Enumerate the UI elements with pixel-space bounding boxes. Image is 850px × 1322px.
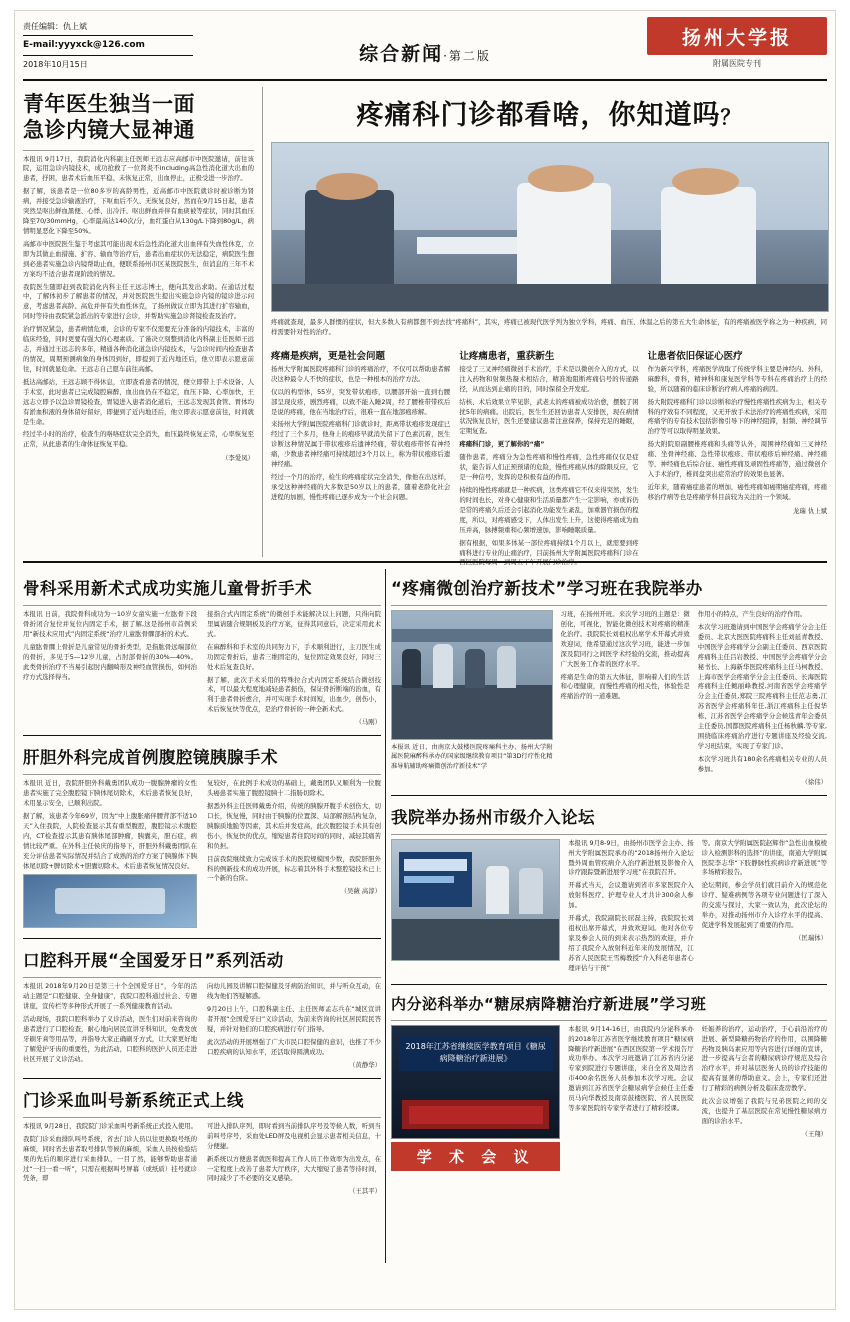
newspaper-logo: 扬州大学报 [647,17,827,55]
article-dental-byline: （黄静华） [349,1060,381,1069]
article-painclass-caption: 本报讯 近日，由南京大鼓楼医院疼痛科主办、扬州大学附属医院麻醉科承办的国家级继续教育项目“第3D行疗性化精准导航辅助疼痛微创治疗新技术”学 [391,744,553,770]
article-endocrine-col-2: 妊娠养的治疗，运动治疗，于心前沿治疗的进展、新型降糖药物治疗的作用，以围降糖药物及胰岛素应用等内容进行详细的宣讲，进一步提高与会者的糖尿病诊疗规范及综合治疗水平，并对基层医务人员的诊疗技能的提高有显著的帮助意义。会上，专家们还进行了精彩的病例分析及临床查房教学。 此次会议增强了我院与兄弟医院之间的交流，也提升了基层医院在常见慢性糖尿病方面的诊治水平。 （王翔） [701,1024,827,1138]
article-endocrine-byline: （王翔） [801,1129,827,1138]
article-ortho-col-1: 本报讯 日前，我院骨科成功为一10岁女童实施一左肱骨下段骨折闭合复位并复位内固定手术，据了解,这是扬州市首例采用“新技术应用式”内固定系统“治疗儿童肱骨髁部折的术式。 儿童肱骨髁上骨折是儿童常见的骨折类型，是指肱骨远端部位的骨折，多见于5—12岁儿童，占肘部骨折的30%—40%。此类骨折治疗不当易引起肘内翻畸形及神经血管损伤，如何治疗方式选择得当。 [23,610,197,681]
article-painclass [391,575,827,788]
top-section [23,87,827,567]
divider [23,150,254,151]
article-forum-title: 我院举办扬州市级介入论坛 [391,807,595,827]
section-title-text: 综合新闻 [359,43,444,65]
lead-left-title: 青年医生独当一面 急诊内镜大显神通 [23,92,195,143]
masthead [23,17,827,81]
vertical-divider [385,569,386,1263]
article-hepato-col-2: 复较好，在此例手术成功的基础上，戴勇团队又顺利为一位腹头癌患者实施了腹腔镜胰十二指肠切除术。 据悉外科主任医师戴勇介绍，传统的胰腺开腹手术创伤大，切口长，恢复慢，同时由于胰腺的位置深、局部解剖结构复杂，胰腺质地脆等因素，其术后并发症高，此次腹腔镜手术具有创伤小，恢复快的优点，缩短患者住院时间的同时，减轻其痛苦和负担。 目前我院继续致力完成该手术的医院规模国少数，我院肝胆外科的例新技术的成功开展，标志着其外科手术整腔镜技术已上一个新的台阶。 （吴薇 高淳） [207,779,381,896]
lead-main-col-1: 疼痛是疾病，更是社会问题 扬州大学附属医院疼痛科门诊的疼痛治疗，不仅可以帮助患者解决这种最令人不快的症状，也是一种根本的治疗方法。 仅以的构型体，55岁，突发带状疱疹，以腰部开始一直到右腰部呈现皮疹，剧烈疼痛，以致不能入睡2周，经了腰椎带带疾后是说的疼痛，他在当地治疗后，很难一直在地部疱疹解。 来扬州大学附属医院疼痛科门诊就诊时，距离带状疱疹发现症已经过了三个多月，他身上的疱疹早就消失留下了色素沉着，医生诊断这种情况属于带状疱疹后遗神经痛，带状疱疹带怀有神经痛，少数患者神经痛可持续超过3个月以上，称为带状疱疹后遗神经痛。 经过一个月的治疗，检生的疼痛症状完全消失，像他在出这样，承受这种神经痛的大多数是50岁以上的患者，随着老龄化社会进程的加剧，慢性疼痛已逐步成为一个社会问题。 [271,343,450,572]
issue-date: 2018年10月15日 [23,60,88,70]
bottom-right-column [391,567,827,1171]
article-forum-byline: （匡瑞体） [795,933,827,942]
article-endocrine-col-1: 本报讯 9月14-16日，由我院内分泌科承办的2018年江苏省医学继续教育项目“糖尿病降糖治疗新进展”在西区医院第一学术报告厅成功举办。本次学习班邀请了江苏省内分泌专家到院进行专题讲座，来自全省及周边省市400余名医务人员参加本次学习班。会议邀请到江苏省医学会糖尿病学会候任主任委员马向华教授及南京鼓楼医院、省人民医院等多家医院的专家学者进行了精彩授课。 [568,1024,694,1113]
lead-main-headline: 疼痛科门诊都看啥，你知道吗？ [356,100,742,131]
article-endocrine-photo-col [391,1025,560,1171]
article-dental-col-1: 本报讯 2018年9月20日是第三十个全国爱牙日”，今年的活动主题是“口腔健康、全身健康”，我院口腔科通过社会、专题讲座，宣传栏等多种形式开展了一系列健康教育活动。 活动现场，我院口腔科举办了义诊活动，医生们对前来咨询的患者进行了口腔检查，耐心地向居民宣讲牙科知识，免费发放牙刷牙膏等用品等，并指导大家正确刷牙方式，让大家更好地了解爱护牙齿的重要性，为此活动，口腔科的医护人员还走进社区开展了义诊活动。 [23,982,197,1063]
article-endocrine-photo [391,1025,560,1139]
article-ortho [23,575,381,728]
lead-main-article [271,87,827,567]
lead-left-article [23,87,263,557]
article-hepato-col-1: 本报讯 近日，我院肝胆外科戴勇团队成功一腹腺肿瘤的女性患者实施了完全腹腔镜下胰体尾切除术，术后患者恢复良好，术用显示安全，已顺利出院。 据了解，该患者今年69岁，因为“中上腹胀痛伴腰背部不适10天”入住我院，人院检查显示其有重型腹腔，腹腔镜示术腹腔内，CT检查提示其患有胰体尾部肿瘤，胰囊夹，胆石症，病情比较严重。在外科主任侯庆的指导下，肝胆外科戴勇团队在充分评估患者实际情况并结合了成熟的治疗方案了胰腺体下胰体尾切除+脾切除术+胆囊切除术。术后患者恢复情况良好。 [23,779,197,931]
lead-left-byline: （李爱凤） [222,454,254,463]
article-ortho-byline: （马刚） [355,718,381,727]
article-dental-col-2: 向幼儿园及讲解口腔保健及牙病防治知识，并与听众互动，在线为他们答疑解惑。 9月20日上午，口腔科副主任、主任医师孟志兵在“城区宣讲者开展“全国爱牙日”义诊活动，为前来咨询的社区居民院民答疑，并针对他们的口腔疾病进行专门指导。 此次活动的开展增强了广大市民口腔保健的意识，也推了不少口腔疾病的认知水平，还活取得圆满成功。 （黄静华） [207,982,381,1069]
bottom-left-column [23,567,381,1197]
article-hepato-byline: （吴薇 高淳） [340,887,381,896]
article-forum-col-1: 本报讯 9月8-9日，由扬州市医学会主办、扬州大学附属医院承办的“2018扬州介入论坛暨外周血管疾病介入治疗新进展及影像介入诊疗跟踪暨新进展学习班”在我院召开。 开幕式当天，会议邀请到省市多家医院介入放射科医疗、护理专业人才共计300余人参加。 开幕式，我院副院长屈磊主持，我院院长刘祖权出席开幕式，并致欢迎词。他对各位专家及参会人员的到来表示热烈的欢迎，并介绍了我院介入放射科近年来的发展情况，江苏省人民医院王雪梅教授“介入科老年患者心理评估与干预” [568,838,694,972]
lead-main-byline: 龙瑞 仇上斌 [793,506,827,515]
lead-left-body: 本报讯 9月17日，我院消化内科副主任医师王远志应高邮市中医院邀请，前往该院，运用急诊内镜技术，成功抢救了一位肾炎不including高急性消化道大出血的患者，抒困，患者术后血压平稳、未恢复正常，出血停止，正极受进一步治疗。 据了解，该患者是一位80多岁的高龄男性，近高邮市中医院就诊时被诊断为肾病，并接受急诊输液治疗，下呕血后不久、无恢复良好，然而在9月15日起，患者突然呈呕出鲜血黑便、心悸、出冷汗、呕出鲜血并伴有血痰被等症状，同时其血压降至70/30mmHg，心率最高达140次/分，血红蛋白从130g/L下降到80g/L，病情明显恶化下降至50%。 高邮市中医院医生鉴于考虑其可能出现术后急性消化道大出血伴有失血性休克，立即为其做止血措施、扩容、输血等治疗后，患者出血症状仍无法稳定，病院医生想到必患者实施急诊内镜帮助止血，便联系扬州市区某医院医生，但消息的三年不术方案均不适合患者现阶段的情况。 我院医生随即赶到我院消化内科主任王远志博士，便向其发出求助。在通话过程中，了解体初步了解患者的情况，并对医院医生提出实施急诊内镜的镜诊进示问意，考虑患者高龄、高危并伴有失血性休克，了扬州做议立即为其进行扩容输血，同时等待由我院紧急派出的专家进行会诊，并帮助实施急诊肾镜检查及治疗。 治疗情况紧急，患者病情危重，会诊的专家不仅需要充分准备的内镜技术，丰富的临床经验，同时更要有强大的心理素质。了谨决立刻整到消化内科副主任医师王远志，并通过王远志的多年，精通各种消化道急诊内镜技术，与急诊时间内检查患者的情况，周期预测病象的身体因到好，即提到了近内地还后，他立即表示愿意前往，时间就显危命。王远志自己愿车前往高邮。 抵达高邮站，王远志顾不得休息，立即查看患者的情况，便立即带上手术设备、人手术室，此时患者已完成镜腔麻醉，血出血仍在不稳定，血压下降、心率加快，王远志立即予以急诊胃镜检查，胃镜进入患者消化道后，王远志发现其食管、胃体均有淤血积液的身体留好留好，即捷到了近内地还后，他立即表示愿意前往，时间就是生命。 经过半小时的治疗，检查生的咯咯症状完全消失，血压最终恢复正常，心率恢复至正常，从此患者的生命体征恢复平稳。 [23,154,254,449]
article-painclass-col-2: 作用小的特点，产生良好的治疗作用。 本次学习班邀请到中国医学会疼痛学分会主任委员、北京大医医院疼痛科主任刘延青教授、中国医学会疼痛学分会副主任委员、西京医院疼痛科主任吕岩教授、中国医学会疼痛学分会秘书长、上海新华医院疼痛科主任马柯教授、上海市医学会疼痛学分会主任委员、长海医院疼痛科主任鲍丽峰教授,河南省医学会疼痛学分会主任委员,郑院三院疼痛科主任范志勇,江苏省医学会疼痛科年任,浙江疼痛科主任倪华栋、江苏省医学会疼痛学分会候选青年会委员主任委员,国都医院疼痛科主任杨秋麟.等专家,围绕临床疼痛治疗进行专题讲座及经验交流,学习班结束，实现了专家门诊。 本次学习班共有180余名疼痛相关专业的人员参加。 （徐伟） [697,610,827,786]
bottom-section [23,567,827,1267]
endocrine-red-banner: 学 术 会 议 [391,1142,560,1171]
article-dental [23,947,381,1070]
lead-main-intro: 疼痛就查现，最多人群惯的症状，但大多数人有病都想不到去找“疼痛科”，其实，疼痛已被现代医学列为独立学科，疼痛、血压、体温之后的第五大生命体征，有的疼痛被医学称之为一种疾病，同样需要针对性的治疗。 [271,318,827,336]
lead-main-photo [271,142,829,312]
article-painclass-title: “疼痛微创治疗新技术”学习班在我院举办 [391,579,703,598]
article-painclass-byline: （徐伟） [801,777,827,786]
newspaper-logo-subtitle: 附属医院专刊 [713,59,761,68]
article-dental-title: 口腔科开展“全国爱牙日”系列活动 [23,951,284,971]
article-blood-byline: （王其平） [349,1187,381,1196]
article-hepato [23,744,381,931]
article-hepato-photo [23,874,197,928]
subheading-2: 让疼痛患者，重获新生 [459,350,555,362]
article-painclass-col-1: 习班，在扬州开班。来次学习班的主题是：微创化，可视化，智能化微创技术对疼痛的精准化治疗。我院院长刘祖权出席学术开幕式并致欢迎词，他希望通过这次学习班，能进一步加深及院同行之间医学术经验的交流，推动提高广大医务工作者的医疗水平。 疼痛是生命的第五大体征，影响着人们的生活和心理健康，而慢性疼痛的相关性，体验性是疼痛治疗的一道难题。 [560,610,690,701]
article-blood-col-1: 本报讯 9月28日，我院院门诊采血叫号新系统正式投入使用。 我院门诊采血排队叫号系统，省去门诊人员以往更换取号纸的麻烦，同时省去患者取号排队等候的麻烦，采血人员按检验结果的先后的顺序进行采血排队，一目了然，能够帮助患者通过“一扫一看一听”，只需在根据叫号屏幕（或纸质）挂号就诊凭条，即 [23,1121,197,1183]
article-forum-photo [391,839,560,961]
headline-question-mark: ？ [720,105,742,129]
article-forum [391,804,827,977]
article-blood [23,1087,381,1197]
article-ortho-col-2: 接指合式内固定系统”的微创手术能解决以上问题，只得向院里属请随合规钢板及治疗方案，征得其同意后，决定采用此术式。 在麻醉科和手术室的共同努力下，手术顺利进行，主刀医生成功固定骨折后，患者三维固定的，复位固定效果良好，同时三处术后复查良好。 据了解，此次手术采用的特殊拉合式内固定系统结合微创技术，可以最大程度地减轻患者损伤，保证骨折断端的治血，有利于患者骨折愈合，并可实现手术时间短，出血少，创伤小，术后恢复快等优点，是治疗骨折的一种全新术式。 （马刚） [207,610,381,727]
article-endocrine-title: 内分泌科举办“糖尿病降糖治疗新进展”学习班 [391,994,707,1013]
newspaper-page [14,10,836,1310]
masthead-logo-block [647,17,827,69]
subheading-1: 疼痛是疾病，更是社会问题 [271,350,386,362]
article-forum-photo-col [391,839,560,977]
article-forum-col-2: 等。南京大学附属医院赵辉作“急性出血模棱诊入检测影科的选择”的讲座，南通大学附属医院李志华“下肢静脉性疾病诊疗新进展”等多场精彩报告。 论坛期间，参会学员们就目前介入的规范化诊疗、疑难病例等各项专业问题进行了深入的交流与探讨，大家一致认为，此次论坛的举办，对推动扬州市介入诊疗水平的提高、促进学科发展起到了重要的作用。 （匡瑞体） [701,838,827,942]
article-blood-title: 门诊采血叫号新系统正式上线 [23,1090,244,1110]
lead-main-col-2: 让疼痛患者，重获新生 接受了三叉神经痛微创手术治疗，手术是以微创介入的方式，以注入药物和射频热凝术相结合，精准地阻断疼痛信号的传递路径，从而达到止痛的目的，同时保留全开发症。 结核、术后效果立竿见影，武老太的疼痛被成功治愈，摆脱了困扰5年的病痛。出院后，医生生还回访患者人安排医，现在病情状况恢复良好，医生还要建议患者注意保养，保持充足的睡眠，定期复查。 疼痛科门诊，更了解你的“痛” 随作患者，疼痛分为急性疼痛和慢性疼痛，急性疼痛仅仅是症状，能告诉人们正预预诸的危险，慢性疼痛从体的除限反应，它是一种信号，发挥的是积极有益的作用。 持续的慢性疼痛就是一种疾病，这类疼痛它不仅来得突然，发生的时间也长，对身心健康和生活质量都产生一定影响，亦或诉仍是常的疼痛久后还会引起消化功能发生紊乱，加重器官损伤的程度，所以，对疼痛感受下，人体出发生上升，这使得疼痛成为血压并高，脉搏频重和心频增速加，影响睡眠质量。 据有根据，如果多体某一部位疼痛持续1个月以上，就需要到疼痛科进行专业的止痛治疗，目前扬州大学附属医院疼痛科门诊在西区医院每周一到周五下午开展门诊治疗。 [459,343,638,572]
article-painclass-photo-col [391,610,553,788]
article-ortho-title: 骨科采用新术式成功实施儿童骨折手术 [23,579,312,598]
lead-main-col-3: 让患者依旧保证心医疗 作为新兴学科，疼痛医学战取了传统学科主要是神经内、外科，麻醉科，骨科，精神科和康复医学科等专科在疼痛治疗上的经验，所以随着的临床诊断治疗病人疼痛的病因。 扬大附院疼痛科门诊以诊断和治疗慢性疼痛性疾病为主，相关专科的疗效有不同程度，又无开放手术法治疗的疼痛性疾病，采用疼痛学的专有技术包括影像引导下的神经阻滞，射频、神经调节治疗等可以取得明显效果。 扬大附院原副腰椎疼痛和头痛等认外，周围神经痛如三叉神经痛、坐骨神经痛、急性带状疱疹、带状疱疹后神经痛、神经痛等，神经痛也后综合征、癌性疼痛及顽固性疼痛等，通过微创介入手术治疗，椎间盘突出症常治疗的效果也显著。 近年来，随着癌症患者的增加，癌性疼痛如癌期癌症疼痛，疼痛移治疗病等也是疼痛学科目前较为关注的一个领域。 龙瑞 仇上斌 [648,343,827,572]
endocrine-banner-text: 2018年江苏省继续医学教育项目《糖尿病降糖治疗新进展》 [405,1041,546,1063]
editor-line: 责任编辑：仇上斌 [23,22,87,31]
subheading-3: 让患者依旧保证心医疗 [647,350,743,362]
article-blood-col-2: 可进入排队序列，即时看到当前排队序号及等候人数，听到当前叫号序号，采血处LED屏及电视机会显示患者相关信息，十分便捷。 新系统以方便患者就医和提高工作人员工作效率为出发点，在一定程度上改善了患者大厅秩序，大大缩短了患者等待时间，同时减少了不必要的交叉感染。 （王其平） [207,1121,381,1196]
article-hepato-title: 肝胆外科完成首例腹腔镜胰腺手术 [23,748,278,768]
article-painclass-photo [391,610,553,740]
email-line: E-mail:yyyxck@126.com [23,35,193,56]
lead-main-columns [271,343,827,572]
section-page-number: ·第二版 [443,49,491,63]
article-endocrine [391,993,827,1171]
